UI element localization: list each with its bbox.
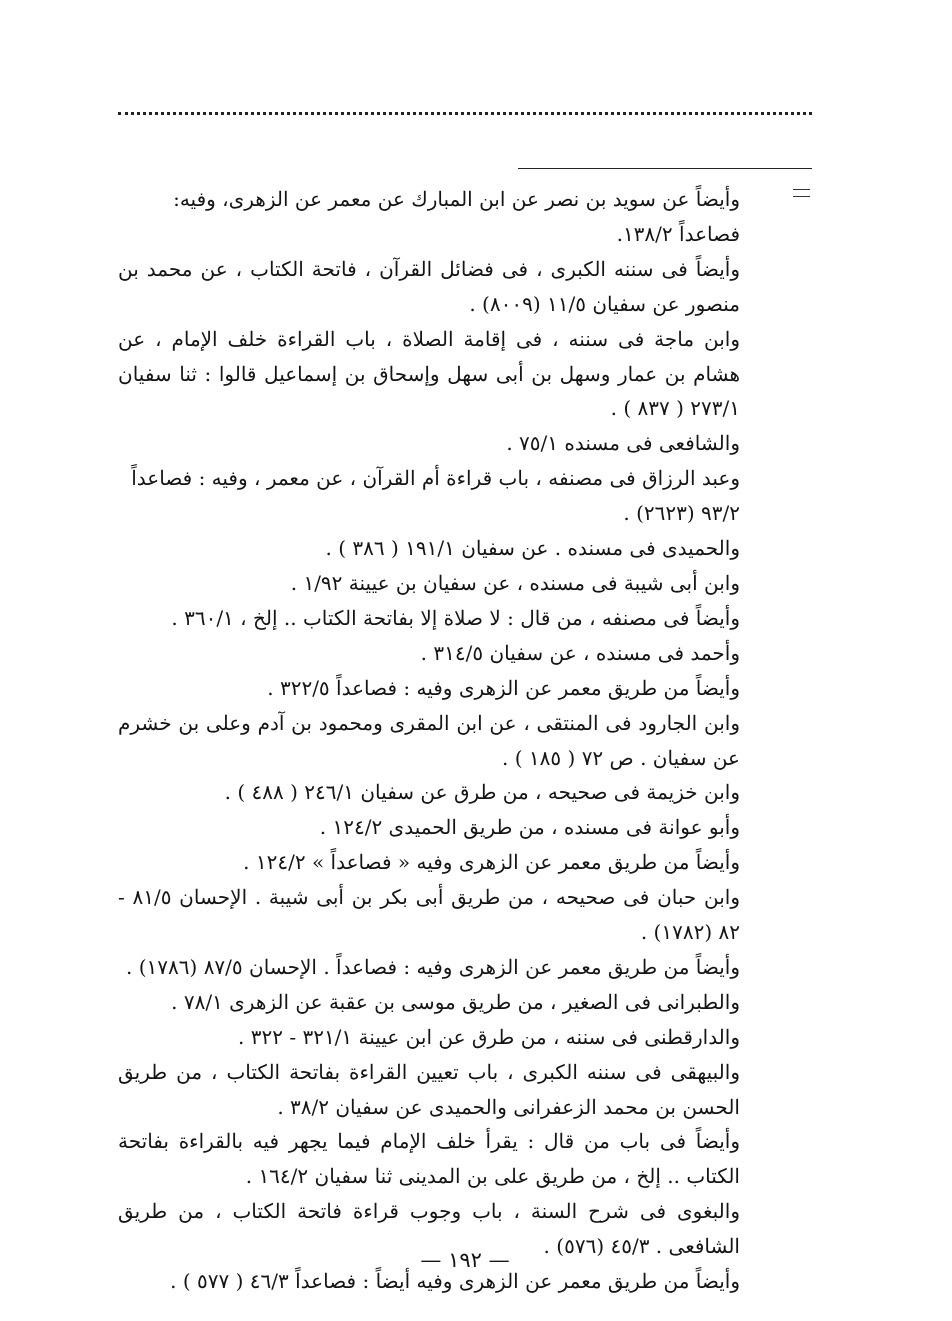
footnote-entry: وأحمد فى مسنده ، عن سفيان ٣١٤/٥ . xyxy=(420,640,740,665)
footnote-entry: وابن خزيمة فى صحيحه ، من طرق عن سفيان ٢٤٦/١ ( ٤٨٨ ) . xyxy=(224,780,740,805)
footnote-rule xyxy=(518,168,812,169)
footnote-entry: وأبو عوانة فى مسنده ، من طريق الحميدى ١٢٤/٢ . xyxy=(319,815,740,840)
footnote-block xyxy=(118,182,770,1299)
footnote-entry: والبيهقى فى سننه الكبرى ، باب تعيين القراءة بفاتحة الكتاب ، من طريق الحسن بن محمد الزعفرانى والحميدى عن سفيان ٣٨/٢ . xyxy=(118,1059,740,1119)
footnote-entry: والشافعى فى مسنده ٧٥/١ . xyxy=(506,431,740,456)
footnote-entry: وعبد الرزاق فى مصنفه ، باب قراءة أم القرآن ، عن معمر ، وفيه : فصاعداً ٩٣/٢ (٢٦٢٣) . xyxy=(131,466,740,526)
footnote-entry: وأيضاً من طريق معمر عن الزهرى وفيه أيضاً : فصاعداً ٤٦/٣ ( ٥٧٧ ) . xyxy=(170,1269,740,1294)
footnote-entry: وأيضاً فى سننه الكبرى ، فى فضائل القرآن ، فاتحة الكتاب ، عن محمد بن منصور عن سفيان ١١/٥ (٨٠٠٩) . xyxy=(118,256,740,316)
footnote-entry: وأيضاً فى مصنفه ، من قال : لا صلاة إلا بفاتحة الكتاب .. إلخ ، ٣٦٠/١ . xyxy=(171,605,740,630)
footnote-entry: وابن ماجة فى سننه ، فى إقامة الصلاة ، باب القراءة خلف الإمام ، عن هشام بن عمار وسهل بن أبى سهل وإسحاق بن إسماعيل قالوا : ثنا سفيان ٢٧٣/١ ( ٨٣٧ ) . xyxy=(118,326,740,421)
footnote-entry: والحميدى فى مسنده . عن سفيان ١٩١/١ ( ٣٨٦ ) . xyxy=(325,536,740,561)
footnote-entry: وأيضاً من طريق معمر عن الزهرى وفيه « فصاعداً » ١٢٤/٢ . xyxy=(243,850,740,875)
page-number: — ١٩٢ — xyxy=(420,1248,510,1272)
footnote-entry: والدارقطنى فى سننه ، من طرق عن ابن عيينة ٣٢١/١ - ٣٢٢ . xyxy=(238,1024,740,1049)
footnote-entry: وأيضاً من طريق معمر عن الزهرى وفيه : فصاعداً ٣٢٢/٥ . xyxy=(267,675,740,700)
footnote-entry: وأيضاً من طريق معمر عن الزهرى وفيه : فصاعداً . الإحسان ٨٧/٥ (١٧٨٦) . xyxy=(126,954,740,979)
footnote-entry: وابن أبى شيبة فى مسنده ، عن سفيان بن عيينة ١/٩٢ . xyxy=(290,570,740,595)
footnote-entry: وأيضاً فى باب من قال : يقرأ خلف الإمام فيما يجهر فيه بالقراءة بفاتحة الكتاب .. إلخ ، من طريق على بن المدينى ثنا سفيان ١٦٤/٢ . xyxy=(118,1129,740,1189)
footnote-entry: والطبرانى فى الصغير ، من طريق موسى بن عقبة عن الزهرى ٧٨/١ . xyxy=(171,989,740,1014)
footnote-entry: وابن الجارود فى المنتقى ، عن ابن المقرى ومحمود بن آدم وعلى بن خشرم عن سفيان . ص ٧٢ ( ١٨٥ ) . xyxy=(118,710,740,770)
footnote-entry: وأيضاً عن سويد بن نصر عن ابن المبارك عن معمر عن الزهرى، وفيه: فصاعداً ١٣٨/٢. xyxy=(173,187,740,246)
dotted-separator xyxy=(118,112,812,115)
continuation-mark xyxy=(793,189,810,197)
footnote-entry: والبغوى فى شرح السنة ، باب وجوب قراءة فاتحة الكتاب ، من طريق الشافعى . ٤٥/٣ (٥٧٦) . xyxy=(118,1199,740,1259)
footnote-entry: وابن حبان فى صحيحه ، من طريق أبى بكر بن أبى شيبة . الإحسان ٨١/٥ - ٨٢ (١٧٨٢) . xyxy=(118,885,740,945)
